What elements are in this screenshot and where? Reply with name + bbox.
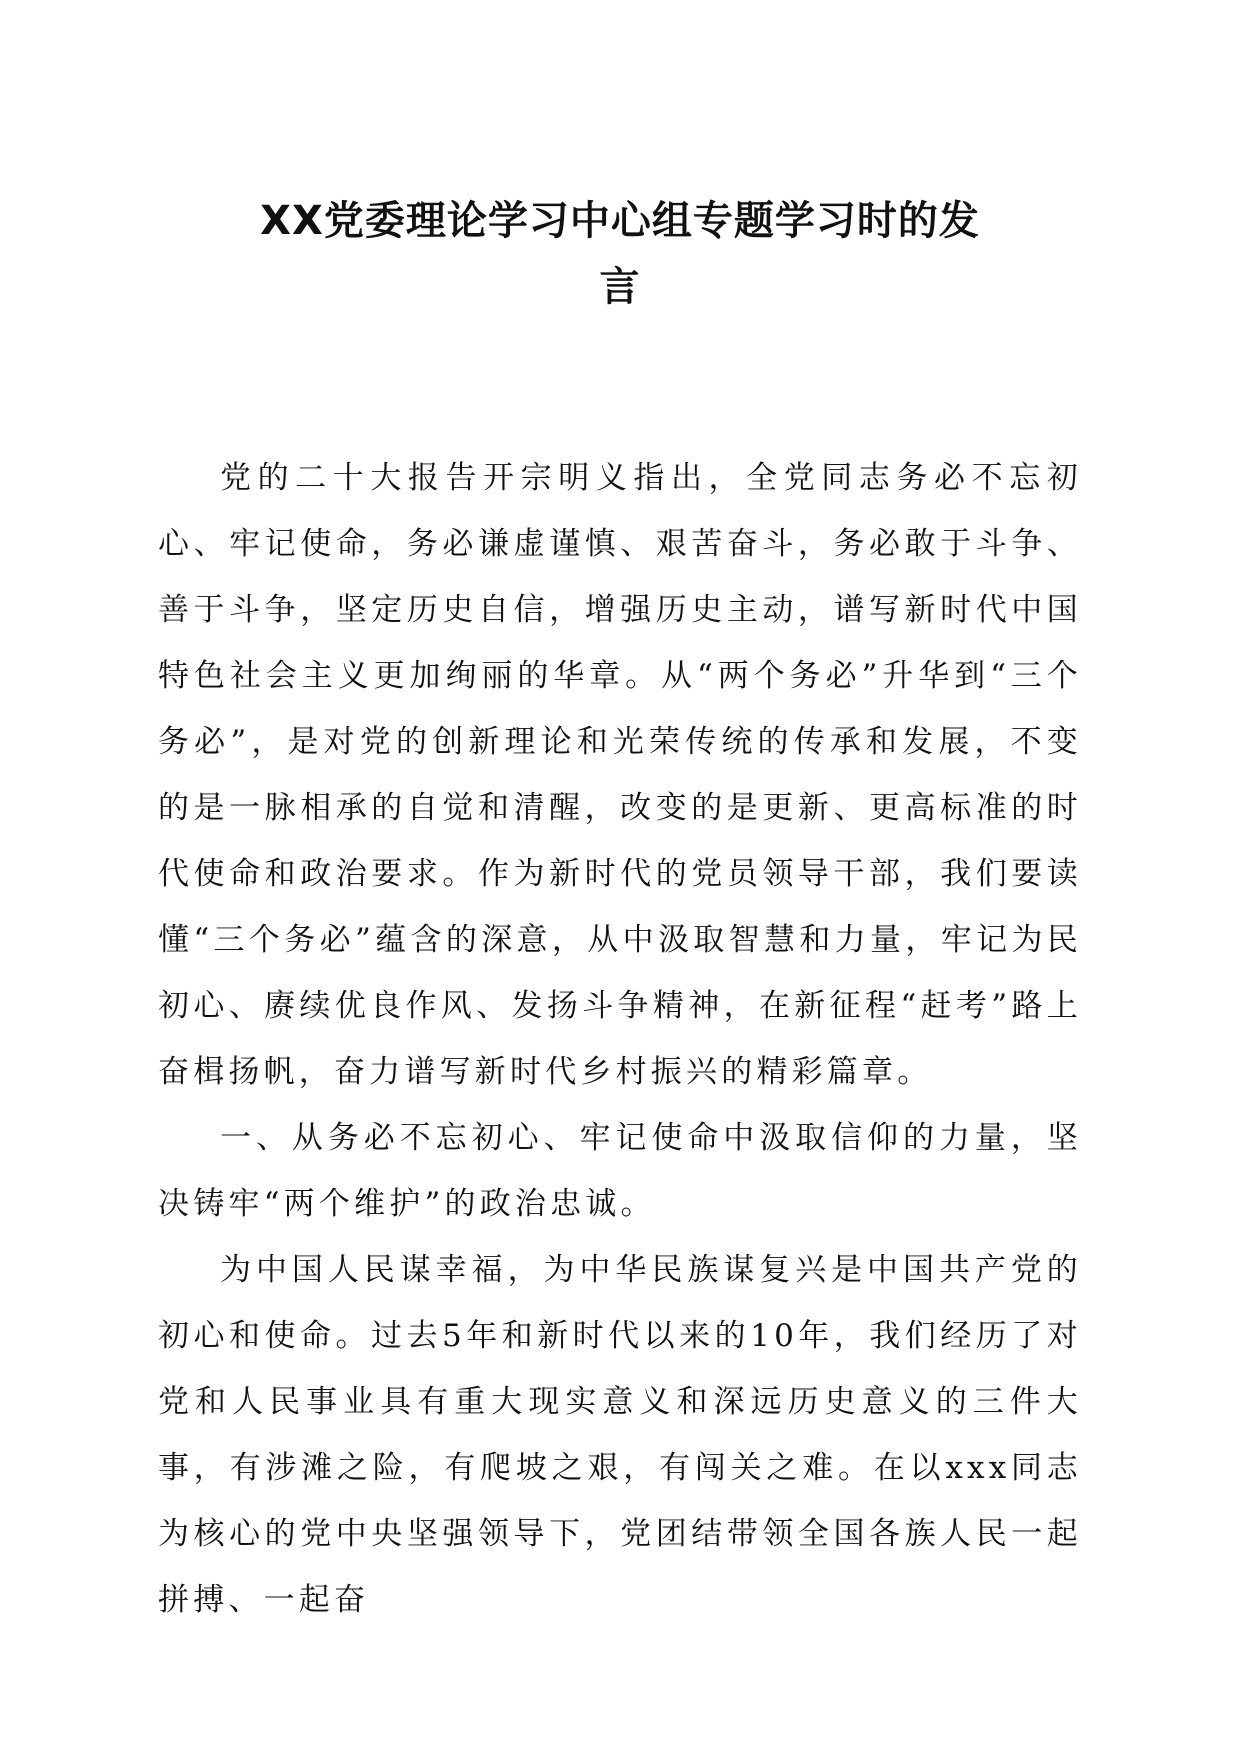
document-body bbox=[158, 445, 1082, 1633]
paragraph-intro: 党的二十大报告开宗明义指出，全党同志务必不忘初心、牢记使命，务必谦虚谨慎、艰苦奋斗，务必敢于斗争、善于斗争，坚定历史自信，增强历史主动，谱写新时代中国特色社会主义更加绚丽的华章。从“两个务必”升华到“三个务必”，是对党的创新理论和光荣传统的传承和发展，不变的是一脉相承的自觉和清醒，改变的是更新、更高标准的时代使命和政治要求。作为新时代的党员领导干部，我们要读懂“三个务必”蕴含的深意，从中汲取智慧和力量，牢记为民初心、赓续优良作风、发扬斗争精神，在新征程“赶考”路上奋楫扬帆，奋力谱写新时代乡村振兴的精彩篇章。 bbox=[158, 460, 1082, 1090]
title-line-1: XX党委理论学习中心组专题学习时的发 bbox=[260, 198, 980, 244]
document-title bbox=[160, 188, 1080, 320]
title-line-2: 言 bbox=[599, 264, 641, 310]
paragraph-section-1: 为中国人民谋幸福，为中华民族谋复兴是中国共产党的初心和使命。过去5年和新时代以来的10年，我们经历了对党和人民事业具有重大现实意义和深远历史意义的三件大事，有涉滩之险，有爬坡之艰，有闯关之难。在以xxx同志为核心的党中央坚强领导下，党团结带领全国各族人民一起拼搏、一起奋 bbox=[158, 1252, 1082, 1618]
section-heading-1: 一、从务必不忘初心、牢记使命中汲取信仰的力量，坚决铸牢“两个维护”的政治忠诚。 bbox=[158, 1120, 1082, 1222]
